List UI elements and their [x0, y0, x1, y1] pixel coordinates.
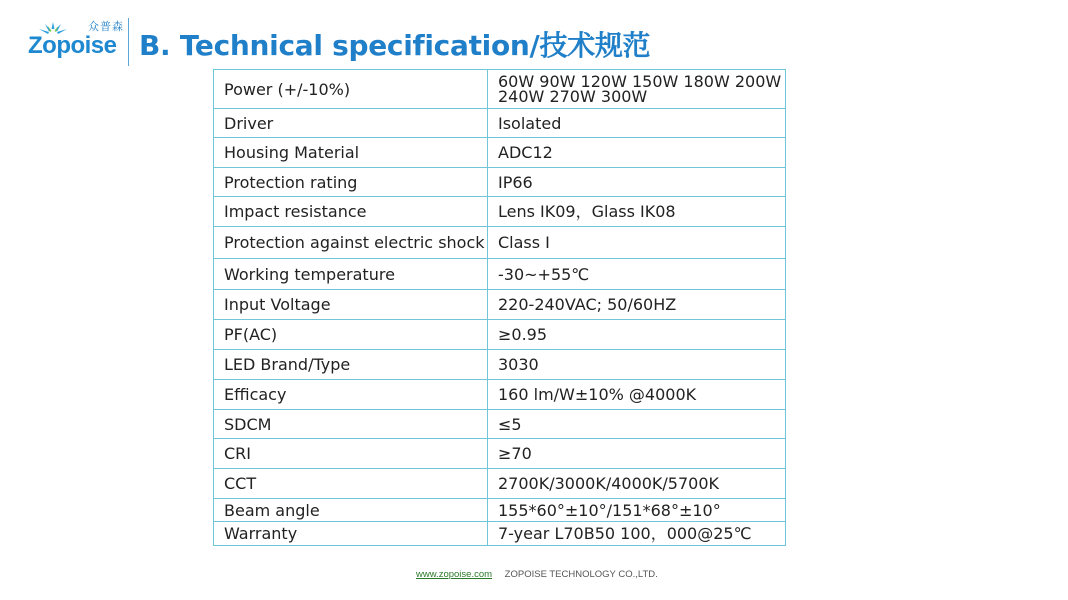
spec-label: Warranty	[214, 522, 488, 546]
spec-label: Impact resistance	[214, 197, 488, 227]
table-row	[214, 227, 786, 259]
spec-label: Power (+/-10%)	[214, 70, 488, 109]
spec-value: 220-240VAC; 50/60HZ	[488, 290, 786, 320]
spec-value: 155*60°±10°/151*68°±10°	[488, 499, 786, 522]
table-row	[214, 522, 786, 546]
spec-value: 160 lm/W±10% @4000K	[488, 380, 786, 410]
spec-value: ADC12	[488, 138, 786, 168]
spec-value: Isolated	[488, 109, 786, 138]
spec-value: ≤5	[488, 410, 786, 439]
table-row	[214, 320, 786, 350]
spec-value: ≥0.95	[488, 320, 786, 350]
table-row	[214, 259, 786, 290]
logo-chinese-text: 众普森	[88, 20, 124, 33]
spec-label: CCT	[214, 469, 488, 499]
table-row	[214, 138, 786, 168]
spec-label: Beam angle	[214, 499, 488, 522]
footer	[416, 569, 658, 580]
spec-label: CRI	[214, 439, 488, 469]
footer-url-link[interactable]: www.zopoise.com	[416, 569, 493, 580]
table-row	[214, 350, 786, 380]
spec-value: 2700K/3000K/4000K/5700K	[488, 469, 786, 499]
spec-label: Driver	[214, 109, 488, 138]
spec-value: 3030	[488, 350, 786, 380]
spec-value: IP66	[488, 168, 786, 197]
logo-english-text: Zopoise	[28, 32, 117, 59]
table-row	[214, 410, 786, 439]
spec-value: -30~+55℃	[488, 259, 786, 290]
spec-label: Efficacy	[214, 380, 488, 410]
spec-label: Housing Material	[214, 138, 488, 168]
table-row	[214, 380, 786, 410]
table-row	[214, 197, 786, 227]
spec-value: 7-year L70B50 100，000@25℃	[488, 522, 786, 546]
spec-label: Protection rating	[214, 168, 488, 197]
spec-table	[213, 69, 786, 546]
table-row	[214, 168, 786, 197]
spec-label: SDCM	[214, 410, 488, 439]
table-row	[214, 499, 786, 522]
spec-value: 60W 90W 120W 150W 180W 200W 240W 270W 300W	[488, 70, 786, 109]
spec-label: LED Brand/Type	[214, 350, 488, 380]
spec-value: Lens IK09，Glass IK08	[488, 197, 786, 227]
company-logo	[26, 18, 124, 62]
table-row	[214, 439, 786, 469]
spec-label: Protection against electric shock	[214, 227, 488, 259]
table-row	[214, 469, 786, 499]
page-title: B. Technical specification/技术规范	[139, 29, 651, 62]
footer-company: ZOPOISE TECHNOLOGY CO.,LTD.	[504, 569, 658, 580]
spec-label: PF(AC)	[214, 320, 488, 350]
table-row	[214, 290, 786, 320]
spec-value: ≥70	[488, 439, 786, 469]
spec-label: Working temperature	[214, 259, 488, 290]
spec-value: Class I	[488, 227, 786, 259]
table-row	[214, 70, 786, 109]
header-divider	[128, 18, 129, 66]
spec-label: Input Voltage	[214, 290, 488, 320]
table-row	[214, 109, 786, 138]
